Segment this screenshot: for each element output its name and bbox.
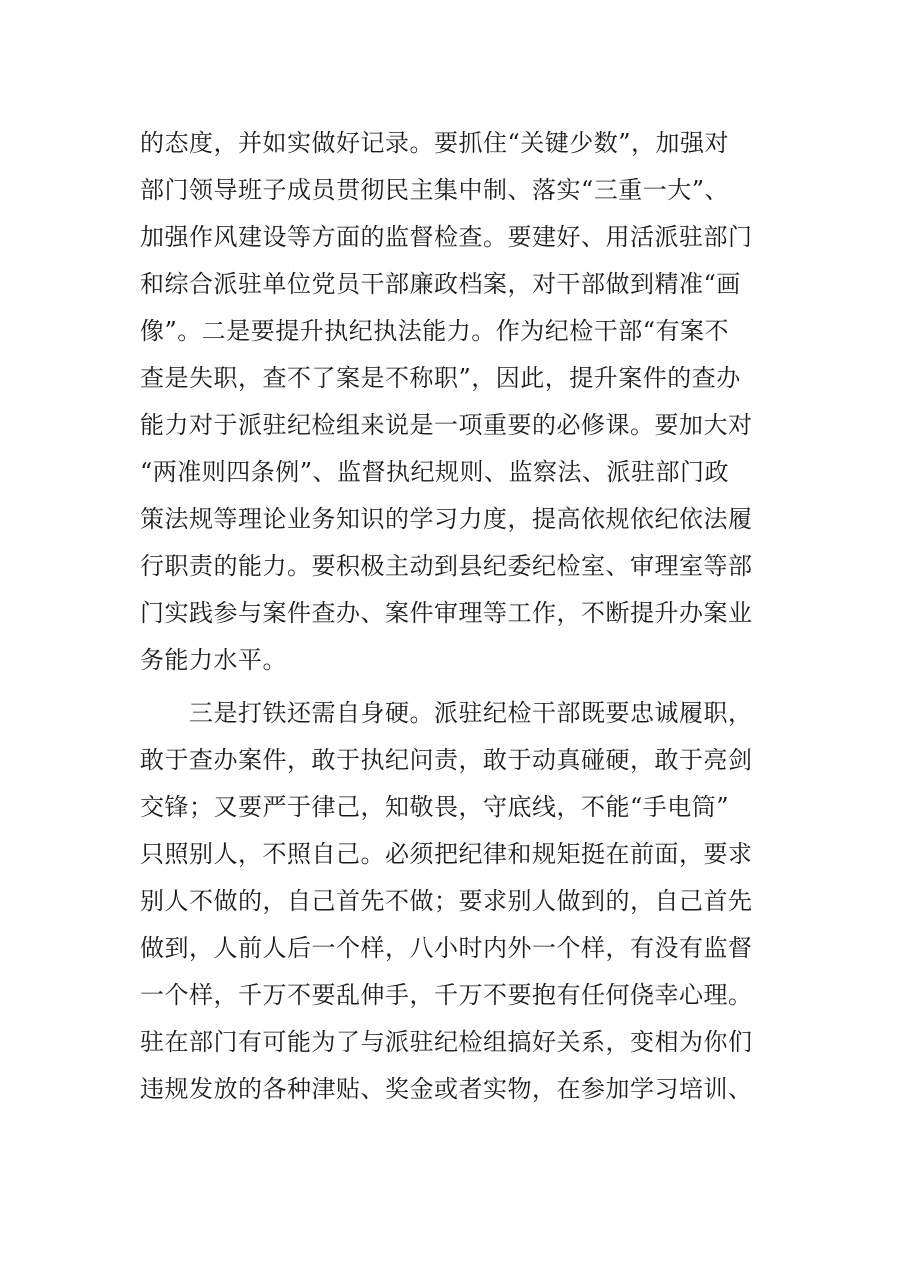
text-line: 只照别人，不照自己。必须把纪律和规矩挺在前面，要求 [140, 840, 753, 868]
text-line: 能力对于派驻纪检组来说是一项重要的必修课。要加大对 [140, 411, 753, 439]
text-line: 务能力水平。 [140, 646, 287, 674]
text-line: 驻在部门有可能为了与派驻纪检组搞好关系，变相为你们 [140, 1028, 753, 1056]
text-line: 加强作风建设等方面的监督检查。要建好、用活派驻部门 [140, 223, 753, 251]
text-line: 敢于查办案件，敢于执纪问责，敢于动真碰硬，敢于亮剑 [140, 746, 753, 774]
text-line: 门实践参与案件查办、案件审理等工作，不断提升办案业 [140, 599, 753, 627]
text-line: 策法规等理论业务知识的学习力度，提高依规依纪依法履 [140, 505, 753, 533]
text-line: 交锋；又要严于律己，知敬畏，守底线，不能“手电筒” [140, 793, 730, 821]
text-line: 做到，人前人后一个样，八小时内外一个样，有没有监督 [140, 934, 753, 962]
text-line: 违规发放的各种津贴、奖金或者实物，在参加学习培训、 [140, 1075, 753, 1103]
text-line: 三是打铁还需自身硬。派驻纪检干部既要忠诚履职， [140, 699, 753, 727]
text-line: 的态度，并如实做好记录。要抓住“关键少数”，加强对 [140, 129, 730, 157]
text-line: 和综合派驻单位党员干部廉政档案，对干部做到精准“画 [140, 270, 741, 298]
text-line: 一个样，千万不要乱伸手，千万不要抱有任何侥幸心理。 [140, 981, 753, 1009]
text-line: 别人不做的，自己首先不做；要求别人做到的，自己首先 [140, 887, 753, 915]
text-line: 查是失职，查不了案是不称职”，因此，提升案件的查办 [140, 364, 741, 392]
text-line: 像”。二是要提升执纪执法能力。作为纪检干部“有案不 [140, 317, 730, 345]
text-line: 行职责的能力。要积极主动到县纪委纪检室、审理室等部 [140, 552, 753, 580]
paragraph-2 [140, 690, 780, 1113]
text-line: “两准则四条例”、监督执纪规则、监察法、派驻部门政 [140, 458, 730, 486]
text-line: 部门领导班子成员贯彻民主集中制、落实“三重一大”、 [140, 176, 730, 204]
body-text [140, 120, 780, 1113]
paragraph-1 [140, 120, 780, 684]
